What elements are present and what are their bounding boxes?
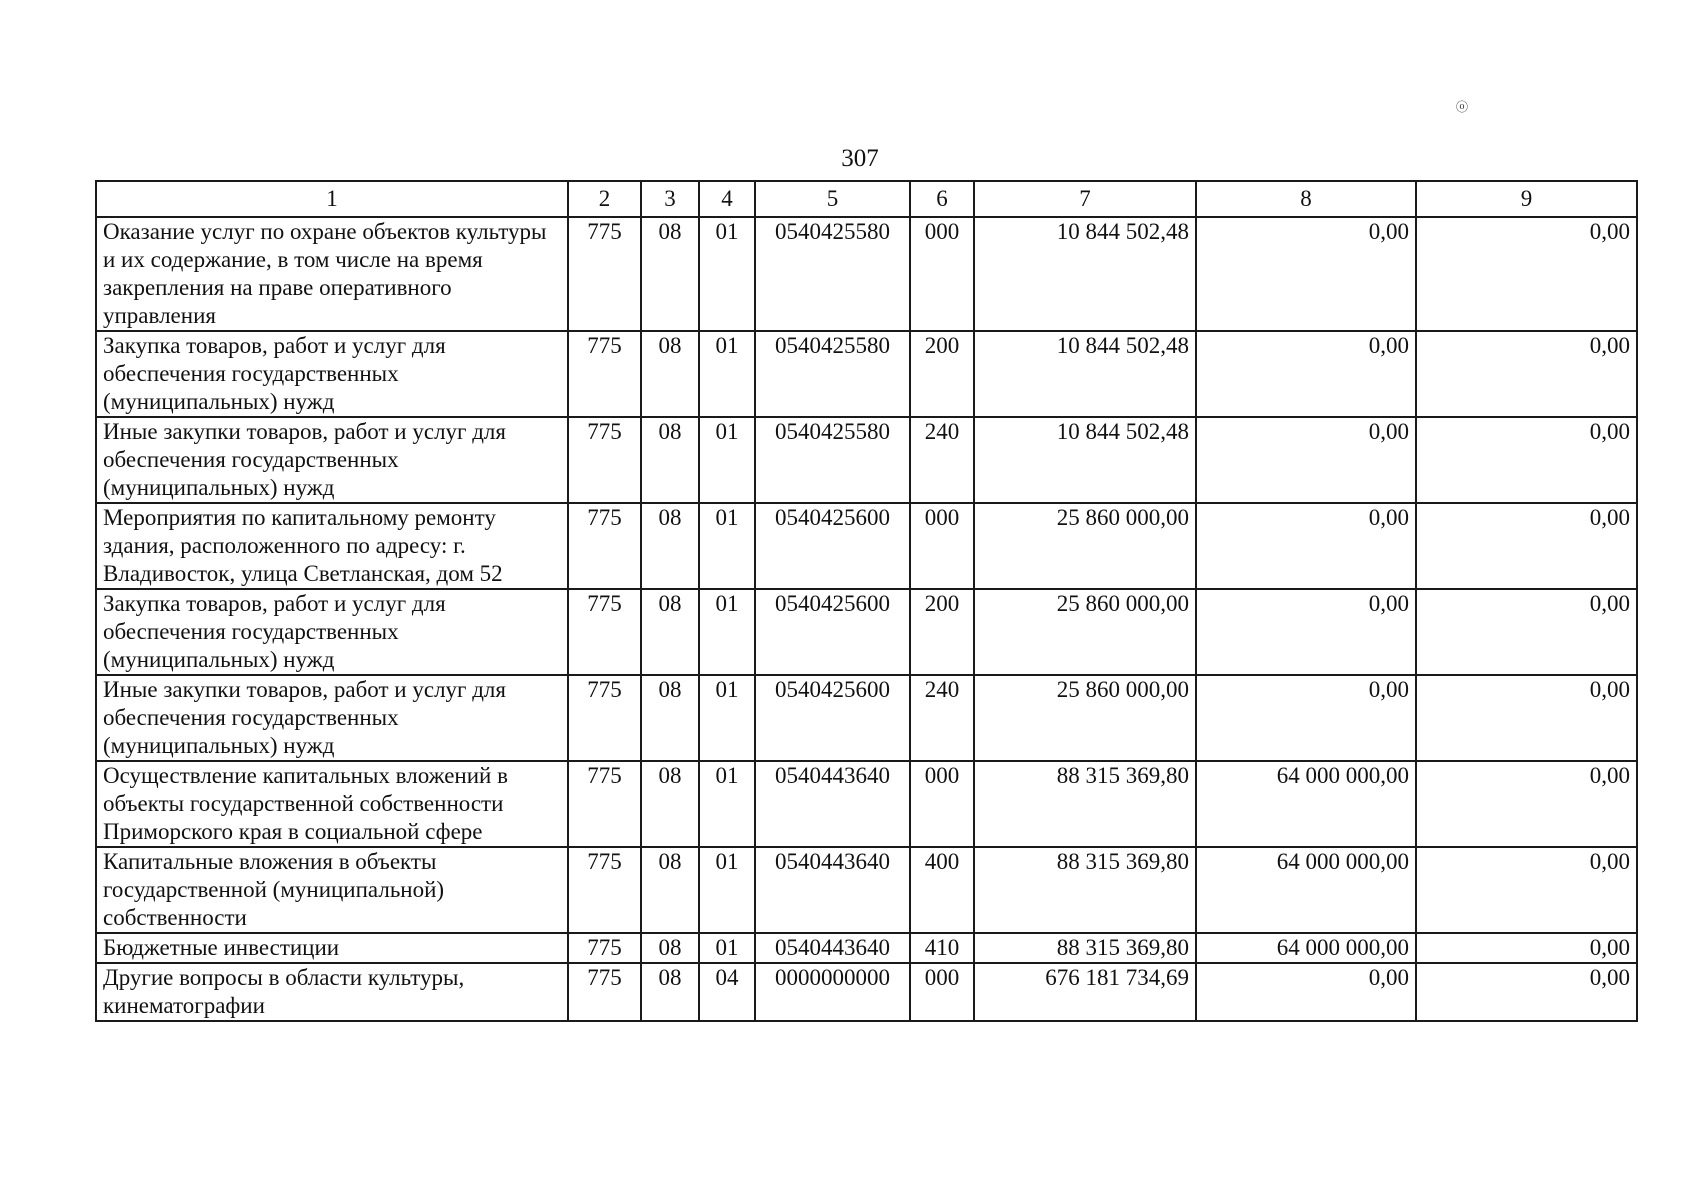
cell-col2: 775 — [568, 761, 641, 847]
table-row — [96, 847, 1637, 933]
table-row — [96, 503, 1637, 589]
cell-col3: 08 — [641, 217, 699, 331]
cell-col6: 400 — [910, 847, 974, 933]
cell-col8: 0,00 — [1196, 217, 1416, 331]
column-header: 8 — [1196, 181, 1416, 217]
cell-col8: 0,00 — [1196, 675, 1416, 761]
cell-col9: 0,00 — [1416, 589, 1637, 675]
cell-col4: 01 — [699, 761, 755, 847]
cell-col4: 01 — [699, 847, 755, 933]
cell-col7: 88 315 369,80 — [974, 847, 1196, 933]
cell-col5: 0540425600 — [755, 503, 910, 589]
row-name: Закупка товаров, работ и услуг для обеспечения государственных (муниципальных) нужд — [96, 331, 568, 417]
cell-col3: 08 — [641, 503, 699, 589]
cell-col6: 410 — [910, 933, 974, 963]
row-name: Оказание услуг по охране объектов культуры и их содержание, в том числе на время закрепления на праве оперативного управления — [96, 217, 568, 331]
cell-col8: 0,00 — [1196, 589, 1416, 675]
cell-col5: 0540443640 — [755, 761, 910, 847]
cell-col3: 08 — [641, 675, 699, 761]
cell-col2: 775 — [568, 933, 641, 963]
cell-col7: 25 860 000,00 — [974, 503, 1196, 589]
cell-col6: 200 — [910, 589, 974, 675]
cell-col3: 08 — [641, 331, 699, 417]
cell-col2: 775 — [568, 331, 641, 417]
column-header: 6 — [910, 181, 974, 217]
cell-col3: 08 — [641, 589, 699, 675]
cell-col3: 08 — [641, 963, 699, 1021]
cell-col2: 775 — [568, 847, 641, 933]
cell-col5: 0540443640 — [755, 933, 910, 963]
cell-col3: 08 — [641, 847, 699, 933]
cell-col9: 0,00 — [1416, 217, 1637, 331]
cell-col9: 0,00 — [1416, 847, 1637, 933]
cell-col5: 0540425600 — [755, 675, 910, 761]
column-header: 5 — [755, 181, 910, 217]
table-row — [96, 589, 1637, 675]
cell-col6: 240 — [910, 417, 974, 503]
cell-col4: 04 — [699, 963, 755, 1021]
table-row — [96, 933, 1637, 963]
cell-col8: 0,00 — [1196, 417, 1416, 503]
table-row — [96, 217, 1637, 331]
cell-col4: 01 — [699, 503, 755, 589]
cell-col7: 25 860 000,00 — [974, 675, 1196, 761]
cell-col7: 10 844 502,48 — [974, 217, 1196, 331]
cell-col8: 64 000 000,00 — [1196, 761, 1416, 847]
row-name: Осуществление капитальных вложений в объекты государственной собственности Приморского края в социальной сфере — [96, 761, 568, 847]
cell-col9: 0,00 — [1416, 933, 1637, 963]
row-name: Капитальные вложения в объекты государственной (муниципальной) собственности — [96, 847, 568, 933]
cell-col6: 000 — [910, 963, 974, 1021]
cell-col2: 775 — [568, 217, 641, 331]
cell-col9: 0,00 — [1416, 761, 1637, 847]
cell-col3: 08 — [641, 417, 699, 503]
cell-col6: 000 — [910, 761, 974, 847]
cell-col7: 88 315 369,80 — [974, 933, 1196, 963]
row-name: Мероприятия по капитальному ремонту здания, расположенного по адресу: г. Владивосток, улица Светланская, дом 52 — [96, 503, 568, 589]
page-number: 307 — [841, 145, 879, 172]
cell-col7: 25 860 000,00 — [974, 589, 1196, 675]
cell-col8: 64 000 000,00 — [1196, 847, 1416, 933]
row-name: Закупка товаров, работ и услуг для обеспечения государственных (муниципальных) нужд — [96, 589, 568, 675]
cell-col6: 240 — [910, 675, 974, 761]
row-name: Бюджетные инвестиции — [96, 933, 568, 963]
cell-col5: 0540425580 — [755, 417, 910, 503]
cell-col5: 0540425580 — [755, 217, 910, 331]
cell-col7: 10 844 502,48 — [974, 331, 1196, 417]
budget-table — [95, 180, 1638, 1022]
cell-col7: 88 315 369,80 — [974, 761, 1196, 847]
cell-col4: 01 — [699, 331, 755, 417]
cell-col7: 10 844 502,48 — [974, 417, 1196, 503]
cell-col9: 0,00 — [1416, 503, 1637, 589]
column-header: 1 — [96, 181, 568, 217]
table-row — [96, 761, 1637, 847]
cell-col9: 0,00 — [1416, 331, 1637, 417]
cell-col8: 0,00 — [1196, 331, 1416, 417]
cell-col5: 0540425600 — [755, 589, 910, 675]
cell-col5: 0000000000 — [755, 963, 910, 1021]
cell-col8: 0,00 — [1196, 503, 1416, 589]
cell-col9: 0,00 — [1416, 417, 1637, 503]
corner-mark: ⓞ — [1456, 100, 1469, 114]
header-row — [96, 181, 1637, 217]
cell-col4: 01 — [699, 417, 755, 503]
column-header: 9 — [1416, 181, 1637, 217]
cell-col6: 200 — [910, 331, 974, 417]
cell-col4: 01 — [699, 675, 755, 761]
row-name: Иные закупки товаров, работ и услуг для обеспечения государственных (муниципальных) нужд — [96, 675, 568, 761]
cell-col9: 0,00 — [1416, 675, 1637, 761]
column-header: 3 — [641, 181, 699, 217]
cell-col2: 775 — [568, 675, 641, 761]
cell-col5: 0540443640 — [755, 847, 910, 933]
cell-col3: 08 — [641, 761, 699, 847]
cell-col4: 01 — [699, 217, 755, 331]
cell-col6: 000 — [910, 217, 974, 331]
row-name: Иные закупки товаров, работ и услуг для обеспечения государственных (муниципальных) нужд — [96, 417, 568, 503]
cell-col4: 01 — [699, 589, 755, 675]
table-row — [96, 417, 1637, 503]
cell-col9: 0,00 — [1416, 963, 1637, 1021]
column-header: 2 — [568, 181, 641, 217]
table-row — [96, 675, 1637, 761]
table-row — [96, 331, 1637, 417]
table-row — [96, 963, 1637, 1021]
cell-col3: 08 — [641, 933, 699, 963]
column-header: 7 — [974, 181, 1196, 217]
cell-col8: 64 000 000,00 — [1196, 933, 1416, 963]
cell-col2: 775 — [568, 417, 641, 503]
cell-col8: 0,00 — [1196, 963, 1416, 1021]
cell-col2: 775 — [568, 503, 641, 589]
cell-col6: 000 — [910, 503, 974, 589]
column-header: 4 — [699, 181, 755, 217]
cell-col4: 01 — [699, 933, 755, 963]
cell-col2: 775 — [568, 589, 641, 675]
cell-col2: 775 — [568, 963, 641, 1021]
cell-col5: 0540425580 — [755, 331, 910, 417]
cell-col7: 676 181 734,69 — [974, 963, 1196, 1021]
row-name: Другие вопросы в области культуры, кинематографии — [96, 963, 568, 1021]
